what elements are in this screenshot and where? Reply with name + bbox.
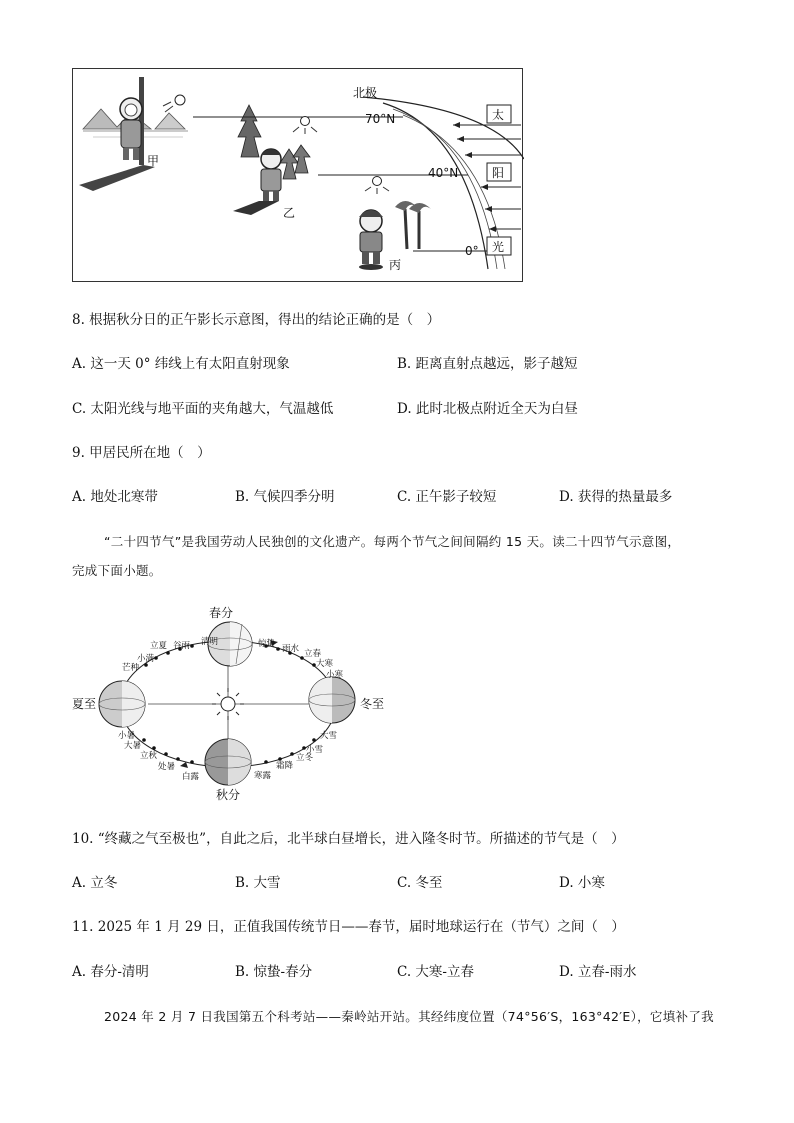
sun-icon <box>163 95 185 112</box>
north-pole-label: 北极 <box>353 86 378 100</box>
term-yushui: 雨水 <box>282 644 300 654</box>
term-chushu: 处暑 <box>158 762 176 772</box>
q11-option-b[interactable]: B. 惊蛰-春分 <box>235 964 313 980</box>
sun-char-2: 阳 <box>492 166 505 180</box>
term-dashu: 大暑 <box>124 741 142 751</box>
palm-trees-icon <box>395 201 431 249</box>
term-daxue: 大雪 <box>320 731 338 741</box>
q9-option-b[interactable]: B. 气候四季分明 <box>235 489 335 505</box>
q8-option-b[interactable]: B. 距离直射点越远，影子越短 <box>397 356 578 372</box>
label-bing: 丙 <box>389 258 402 272</box>
term-lixia: 立夏 <box>150 641 168 651</box>
term-xiaohan: 小寒 <box>326 670 344 680</box>
label-yi: 乙 <box>283 206 296 220</box>
label-chunfen: 春分 <box>209 606 234 620</box>
solar-terms-figure <box>70 600 400 805</box>
lat-0-label: 0° <box>465 244 479 258</box>
term-jingzhe: 惊蛰 <box>258 639 276 649</box>
person-jia-icon <box>120 98 142 160</box>
term-shuangjiang: 霜降 <box>276 761 294 771</box>
q8-option-a[interactable]: A. 这一天 0° 纬线上有太阳直射现象 <box>72 356 290 372</box>
intro-qinling-station-line1: 2024 年 2 月 7 日我国第五个科考站——秦岭站开站。其经纬度位置（74°56′S，163°42′E），它填补了我 <box>104 1009 714 1024</box>
term-xiaoman: 小满 <box>137 654 155 664</box>
noon-shadow-svg <box>73 69 524 283</box>
term-hanlu: 寒露 <box>254 771 272 781</box>
term-xiaoxue: 小雪 <box>306 745 324 755</box>
q9-option-d[interactable]: D. 获得的热量最多 <box>559 489 673 505</box>
q11-option-a[interactable]: A. 春分-清明 <box>72 964 149 980</box>
sun-char-1: 太 <box>492 108 505 122</box>
q9-option-a[interactable]: A. 地处北寒带 <box>72 489 158 505</box>
label-dongzhi: 冬至 <box>360 697 385 711</box>
shadow-yi <box>233 201 279 215</box>
question-10-stem: 10. “终藏之气至极也”，自此之后，北半球白昼增长，进入隆冬时节。所描述的节气是（ ） <box>72 831 625 847</box>
term-qingming: 清明 <box>201 637 219 647</box>
earth-xiazhi-icon <box>99 681 145 727</box>
sun-icon <box>293 117 317 135</box>
shadow-jia <box>79 165 155 191</box>
q10-option-d[interactable]: D. 小寒 <box>559 875 605 891</box>
mountain-shape <box>155 113 185 129</box>
earth-qiufen-icon <box>205 739 251 785</box>
solar-terms-svg <box>70 600 400 805</box>
person-bing-icon <box>359 210 383 264</box>
term-liqiu: 立秋 <box>140 751 158 761</box>
lat-40-label: 40°N <box>428 166 459 180</box>
label-xiazhi: 夏至 <box>72 697 97 711</box>
term-guyu: 谷雨 <box>173 641 191 651</box>
term-xiaoshu: 小暑 <box>118 731 136 741</box>
sun-char-3: 光 <box>492 240 505 254</box>
q9-option-c[interactable]: C. 正午影子较短 <box>397 489 497 505</box>
q11-option-d[interactable]: D. 立春-雨水 <box>559 964 637 980</box>
intro-24-terms-line1: “二十四节气”是我国劳动人民独创的文化遗产。每两个节气之间间隔约 15 天。读二十四节气示意图， <box>104 534 681 549</box>
label-qiufen: 秋分 <box>216 788 241 802</box>
q10-option-b[interactable]: B. 大雪 <box>235 875 281 891</box>
earth-dongzhi-icon <box>309 677 355 723</box>
q11-option-c[interactable]: C. 大寒-立春 <box>397 964 474 980</box>
q8-option-d[interactable]: D. 此时北极点附近全天为白昼 <box>397 401 578 417</box>
noon-shadow-figure <box>72 68 523 282</box>
term-lidong: 立冬 <box>296 753 314 763</box>
term-bailu: 白露 <box>182 772 200 782</box>
person-yi-icon <box>261 149 281 201</box>
shadow-bing <box>359 264 383 270</box>
term-lichun: 立春 <box>304 649 322 659</box>
q10-option-c[interactable]: C. 冬至 <box>397 875 443 891</box>
term-dahan: 大寒 <box>316 659 334 669</box>
question-11-stem: 11. 2025 年 1 月 29 日，正值我国传统节日——春节，届时地球运行在（节气）之间（ ） <box>72 919 625 935</box>
q10-option-a[interactable]: A. 立冬 <box>72 875 118 891</box>
intro-24-terms-line2: 完成下面小题。 <box>72 563 162 578</box>
term-mangzhong: 芒种 <box>122 663 140 673</box>
lat-70-label: 70°N <box>365 112 396 126</box>
label-jia: 甲 <box>147 154 160 168</box>
sun-icon <box>365 177 389 195</box>
question-9-stem: 9. 甲居民所在地（ ） <box>72 445 211 461</box>
question-8-stem: 8. 根据秋分日的正午影长示意图，得出的结论正确的是（ ） <box>72 312 441 328</box>
q8-option-c[interactable]: C. 太阳光线与地平面的夹角越大，气温越低 <box>72 401 334 417</box>
